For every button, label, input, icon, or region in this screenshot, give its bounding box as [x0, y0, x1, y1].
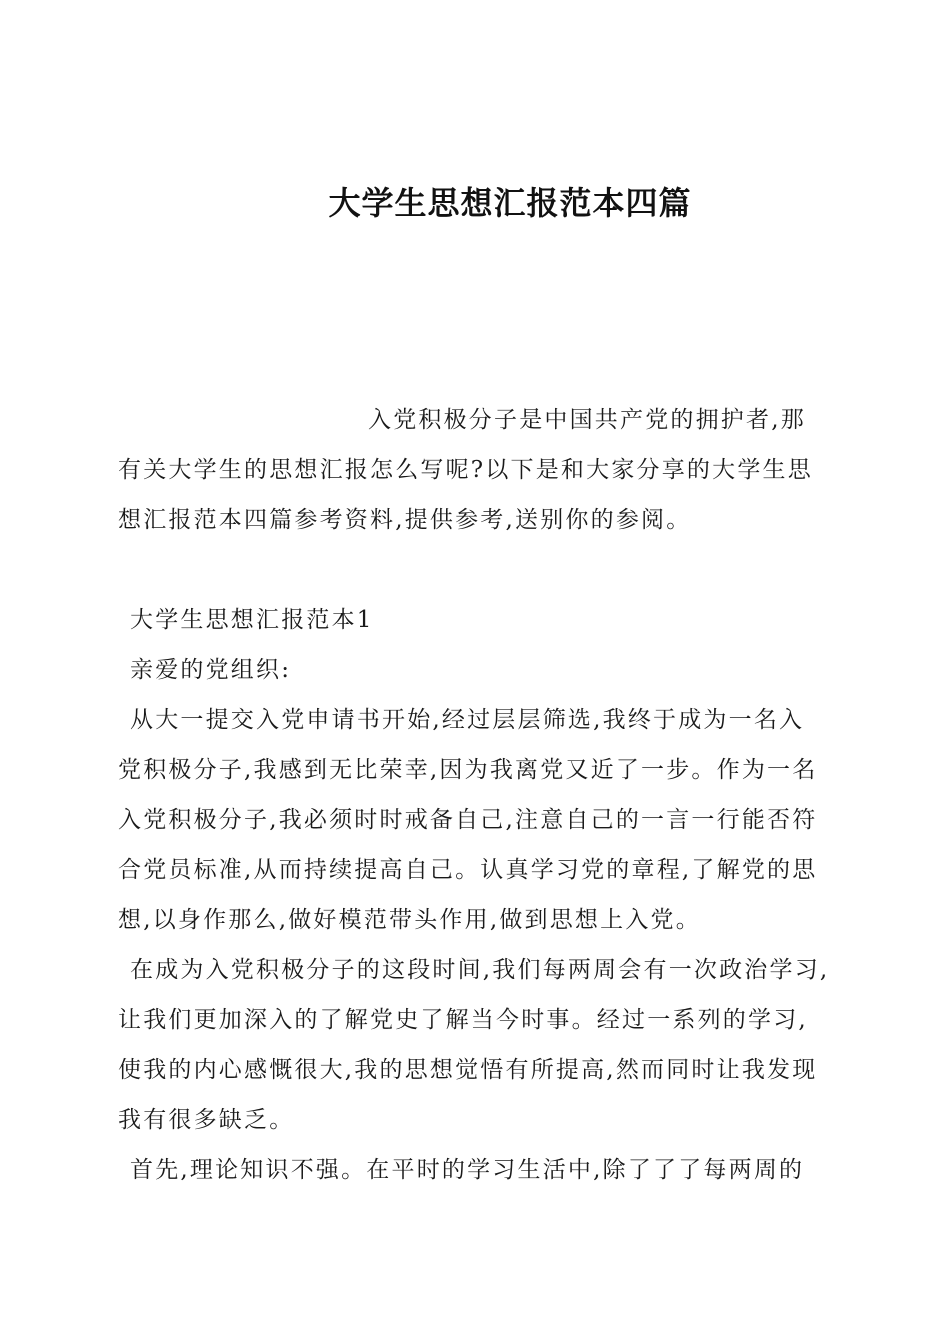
paragraph-line: 让我们更加深入的了解党史了解当今时事。经过一系列的学习, [118, 1007, 808, 1033]
document-title: 大学生思想汇报范本四篇 [328, 184, 692, 222]
intro-line: 有关大学生的思想汇报怎么写呢?以下是和大家分享的大学生思 [118, 457, 813, 483]
paragraph-line: 入党积极分子,我必须时时戒备自己,注意自己的一言一行能否符 [118, 807, 818, 833]
intro-line: 想汇报范本四篇参考资料,提供参考,送别你的参阅。 [118, 507, 692, 533]
paragraph-line: 合党员标准,从而持续提高自己。认真学习党的章程,了解党的思 [118, 857, 818, 883]
paragraph-line: 从大一提交入党申请书开始,经过层层筛选,我终于成为一名入 [130, 707, 805, 733]
paragraph-line: 在成为入党积极分子的这段时间,我们每两周会有一次政治学习, [130, 957, 830, 983]
paragraph-line: 党积极分子,我感到无比荣幸,因为我离党又近了一步。作为一名 [118, 757, 818, 783]
section-heading: 大学生思想汇报范本1 [130, 607, 374, 633]
paragraph-line: 我有很多缺乏。 [118, 1107, 295, 1133]
paragraph-line: 想,以身作那么,做好模范带头作用,做到思想上入党。 [118, 907, 701, 933]
intro-line: 入党积极分子是中国共产党的拥护者,那 [368, 407, 806, 433]
paragraph-line: 首先,理论知识不强。在平时的学习生活中,除了了了每两周的 [130, 1157, 805, 1183]
paragraph-line: 使我的内心感慨很大,我的思想觉悟有所提高,然而同时让我发现 [118, 1057, 818, 1083]
salutation: 亲爱的党组织: [130, 657, 292, 683]
